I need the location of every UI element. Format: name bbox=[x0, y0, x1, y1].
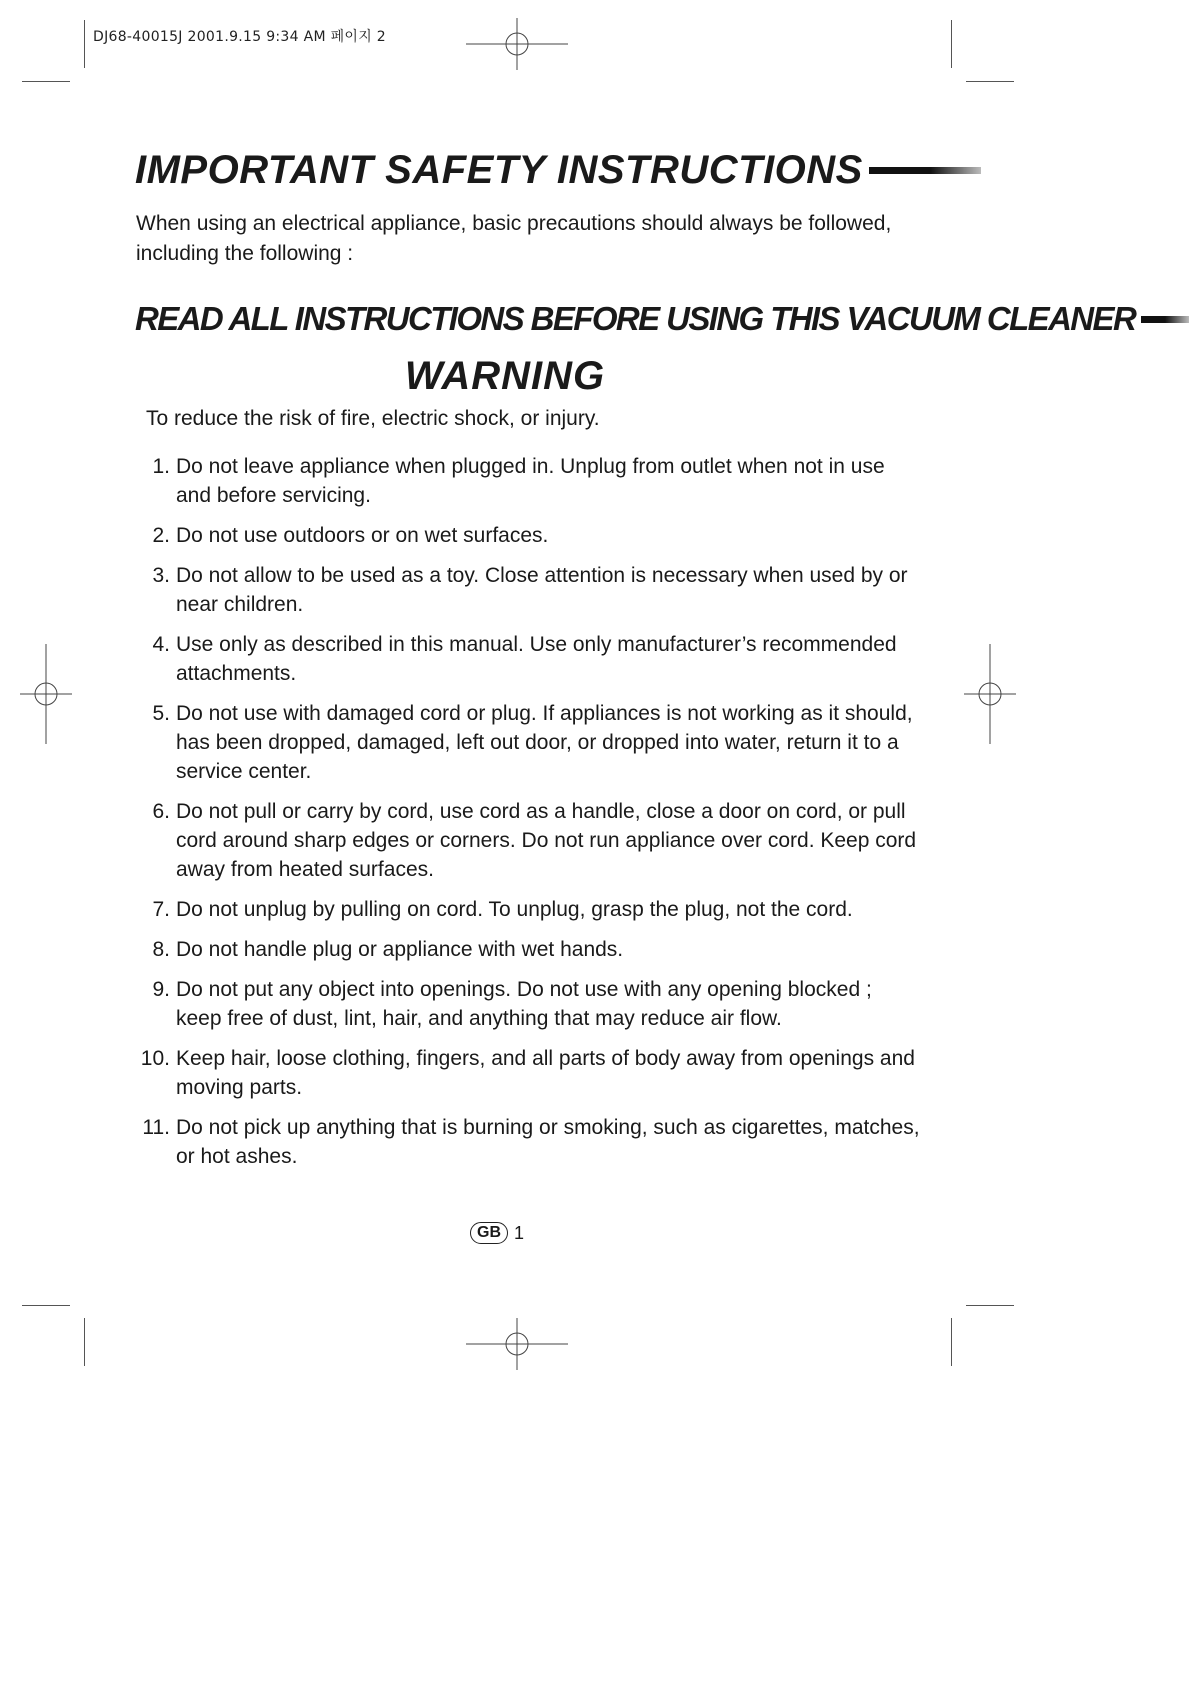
item-number: 10. bbox=[140, 1047, 170, 1070]
page-footer bbox=[470, 1222, 524, 1244]
item-text: Keep hair, loose clothing, fingers, and all parts of body away from openings and moving parts. bbox=[176, 1047, 915, 1099]
item-number: 7. bbox=[152, 898, 170, 921]
item-text: Do not allow to be used as a toy. Close attention is necessary when used by or near children. bbox=[176, 564, 908, 616]
list-item bbox=[120, 1113, 920, 1171]
list-item bbox=[120, 1044, 920, 1102]
item-number: 3. bbox=[152, 564, 170, 587]
item-number: 2. bbox=[152, 524, 170, 547]
instruction-list bbox=[120, 452, 920, 1182]
item-number: 11. bbox=[142, 1116, 170, 1139]
item-number: 4. bbox=[152, 633, 170, 656]
list-item bbox=[120, 935, 920, 964]
warning-heading: WARNING bbox=[404, 354, 606, 398]
item-number: 1. bbox=[152, 455, 170, 478]
registration-mark-top bbox=[466, 18, 568, 70]
item-text: Do not put any object into openings. Do not use with any opening blocked ; keep free of dust, lint, hair, and anything that may reduce air flow. bbox=[176, 978, 872, 1030]
registration-mark-bottom bbox=[466, 1318, 568, 1370]
section-heading-text: READ ALL INSTRUCTIONS BEFORE USING THIS VACUUM CLEANER bbox=[135, 300, 1136, 337]
registration-mark-left bbox=[20, 644, 72, 744]
intro-paragraph: When using an electrical appliance, basic precautions should always be followed, including the following : bbox=[136, 212, 892, 265]
list-item bbox=[120, 699, 920, 786]
list-item bbox=[120, 561, 920, 619]
item-number: 6. bbox=[152, 800, 170, 823]
list-item bbox=[120, 452, 920, 510]
item-number: 9. bbox=[152, 978, 170, 1001]
registration-mark-right bbox=[964, 644, 1016, 744]
item-number: 8. bbox=[152, 938, 170, 961]
item-text: Do not use outdoors or on wet surfaces. bbox=[176, 524, 549, 547]
print-info: DJ68-40015J 2001.9.15 9:34 AM 페이지 2 bbox=[93, 29, 387, 45]
title-rule bbox=[869, 167, 981, 174]
item-text: Do not leave appliance when plugged in. Unplug from outlet when not in use and before servicing. bbox=[176, 455, 885, 507]
item-text: Use only as described in this manual. Use only manufacturer’s recommended attachments. bbox=[176, 633, 897, 685]
item-text: Do not unplug by pulling on cord. To unplug, grasp the plug, not the cord. bbox=[176, 898, 853, 921]
list-item bbox=[120, 975, 920, 1033]
page-title bbox=[135, 148, 981, 193]
item-text: Do not pick up anything that is burning or smoking, such as cigarettes, matches, or hot ashes. bbox=[176, 1116, 920, 1168]
section-heading bbox=[135, 300, 1189, 338]
item-number: 5. bbox=[152, 702, 170, 725]
risk-statement: To reduce the risk of fire, electric shock, or injury. bbox=[146, 407, 600, 430]
item-text: Do not handle plug or appliance with wet hands. bbox=[176, 938, 624, 961]
subtitle-rule bbox=[1141, 316, 1189, 323]
item-text: Do not pull or carry by cord, use cord as a handle, close a door on cord, or pull cord around sharp edges or corners. Do not run appliance over cord. Keep cord away from heated surfaces. bbox=[176, 800, 917, 881]
list-item bbox=[120, 797, 920, 884]
page-title-text: IMPORTANT SAFETY INSTRUCTIONS bbox=[135, 148, 863, 192]
page-number: 1 bbox=[514, 1222, 525, 1243]
item-text: Do not use with damaged cord or plug. If appliances is not working as it should, has been dropped, damaged, left out door, or dropped into water, return it to a service center. bbox=[176, 702, 913, 783]
list-item bbox=[120, 521, 920, 550]
list-item bbox=[120, 630, 920, 688]
language-badge: GB bbox=[470, 1222, 508, 1244]
list-item bbox=[120, 895, 920, 924]
